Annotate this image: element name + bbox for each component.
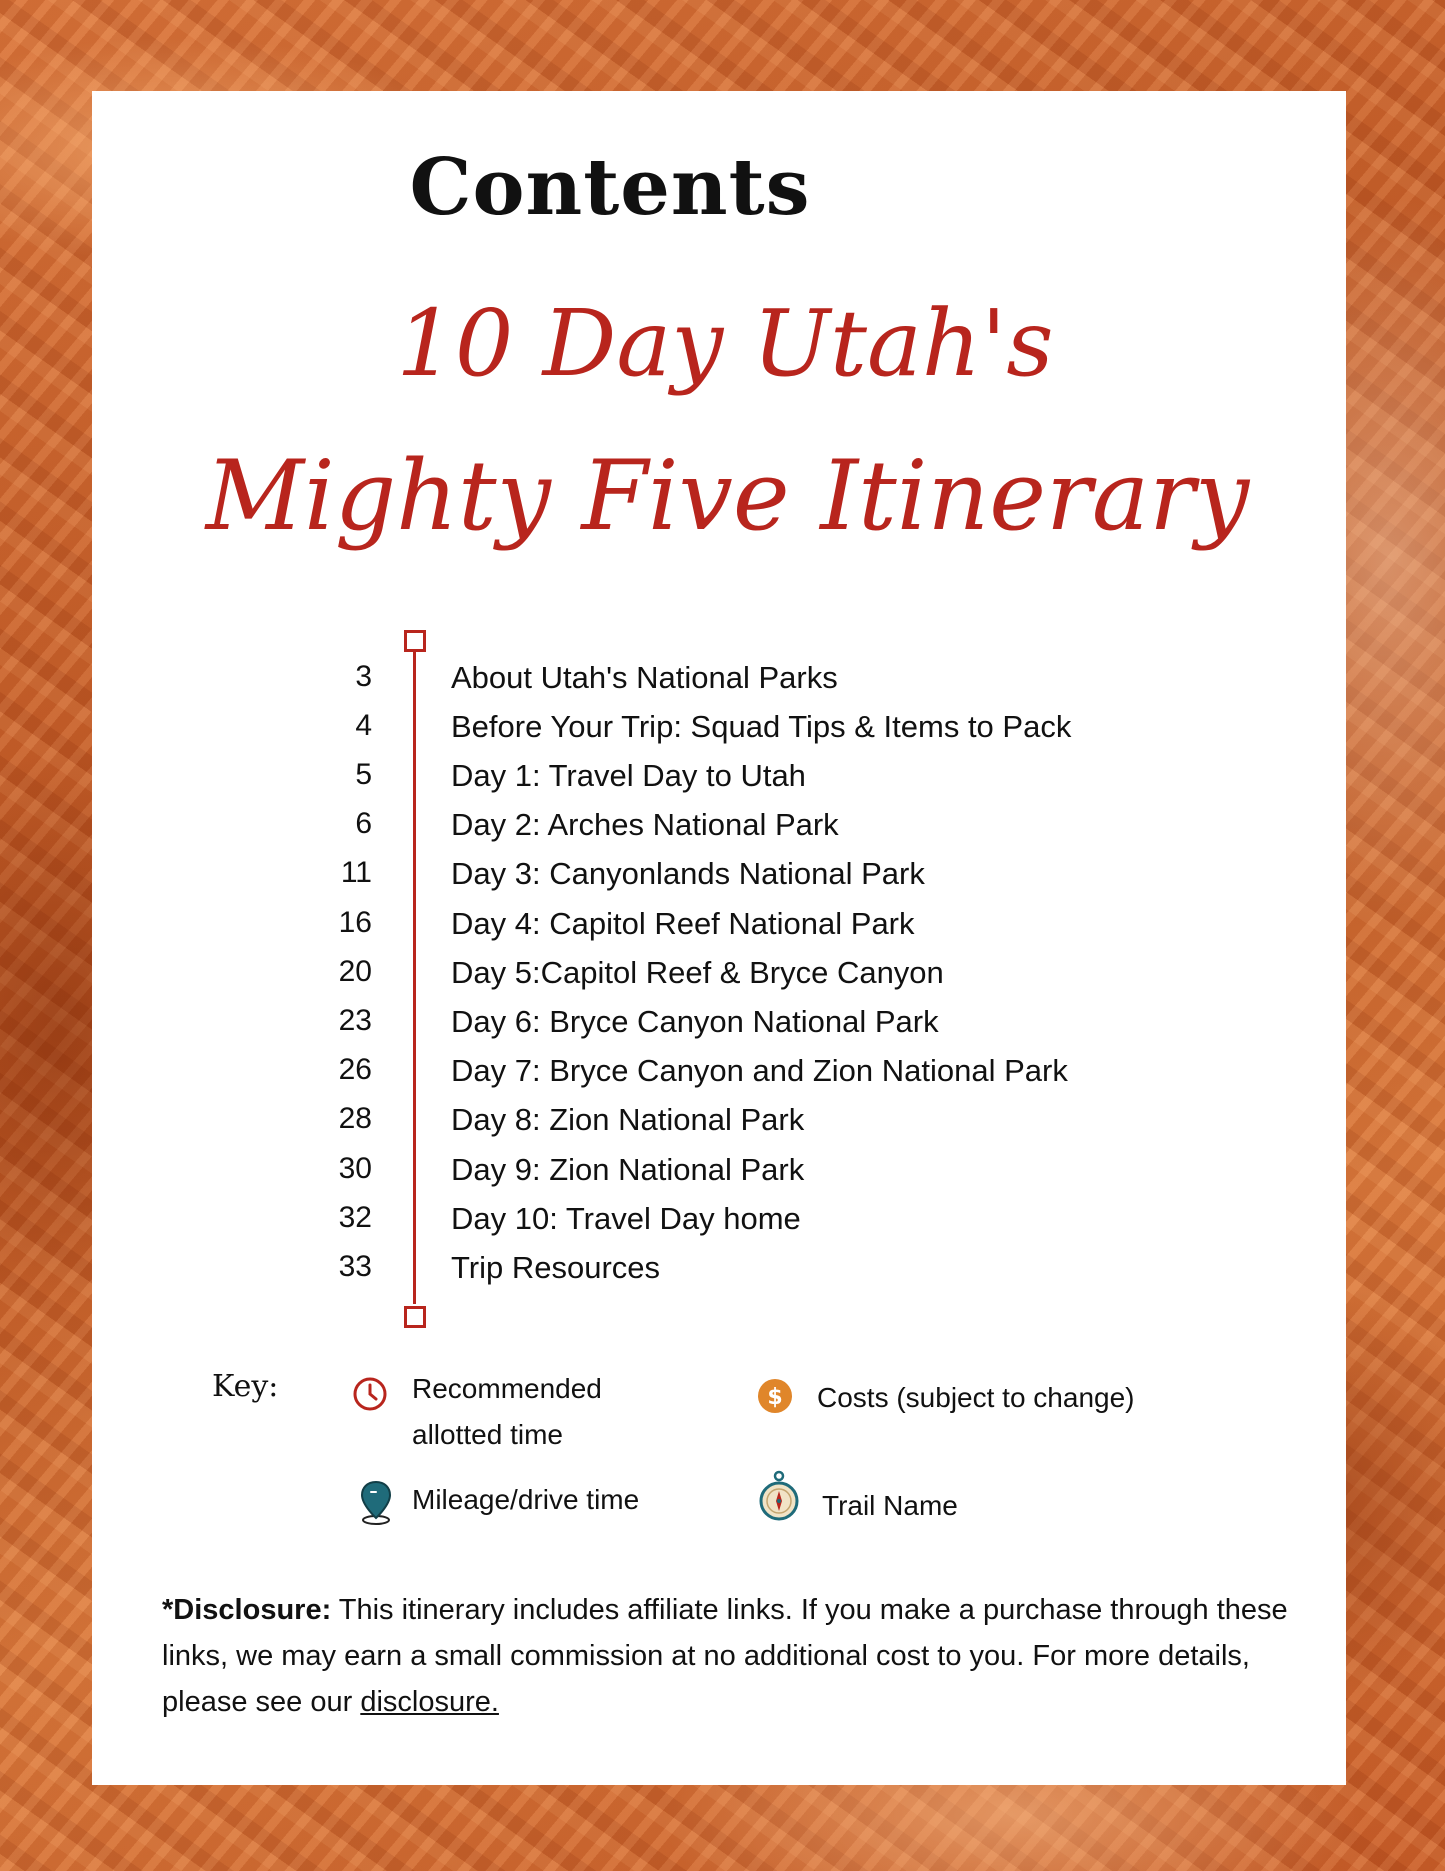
key-recommended-time: [412, 1366, 602, 1458]
timeline-end-marker: [404, 1306, 426, 1328]
toc-page-number: 26: [338, 1053, 372, 1086]
key-recommended-line1: Recommended: [412, 1373, 602, 1404]
key-costs: Costs (subject to change): [817, 1382, 1135, 1413]
disclosure-label: *Disclosure:: [162, 1594, 332, 1626]
toc-entry-title: Day 9: Zion National Park: [451, 1152, 805, 1187]
toc-entry-title: About Utah's National Parks: [451, 660, 838, 695]
toc-row[interactable]: [0, 709, 1445, 758]
toc-row[interactable]: [0, 807, 1445, 856]
disclosure-paragraph: [162, 1587, 1292, 1725]
toc-page-number: 28: [338, 1102, 372, 1135]
toc-page-number: 5: [355, 758, 372, 791]
toc-entry-title: Day 2: Arches National Park: [451, 807, 839, 842]
clock-icon: [351, 1375, 389, 1413]
key-label: Key:: [212, 1369, 279, 1404]
itinerary-title-line2: Mighty Five Itinerary: [205, 440, 1250, 552]
toc-entry-title: Day 4: Capitol Reef National Park: [451, 906, 915, 941]
toc-row[interactable]: [0, 1102, 1445, 1151]
toc-row[interactable]: [0, 906, 1445, 955]
toc-row[interactable]: [0, 1152, 1445, 1201]
toc-entry-title: Trip Resources: [451, 1250, 661, 1285]
toc-entry-title: Day 8: Zion National Park: [451, 1102, 805, 1137]
key-recommended-line2: allotted time: [412, 1419, 563, 1450]
toc-page-number: 32: [338, 1201, 372, 1234]
toc-entry-title: Before Your Trip: Squad Tips & Items to Pack: [451, 709, 1072, 744]
toc-row[interactable]: [0, 758, 1445, 807]
toc-page-number: 30: [338, 1152, 372, 1185]
key-trail-name: Trail Name: [822, 1490, 958, 1521]
toc-entry-title: Day 5:Capitol Reef & Bryce Canyon: [451, 955, 944, 990]
toc-entry-title: Day 6: Bryce Canyon National Park: [451, 1004, 939, 1039]
disclosure-link[interactable]: disclosure.: [360, 1686, 499, 1718]
toc-page-number: 16: [338, 906, 372, 939]
dollar-icon: [757, 1378, 793, 1414]
toc-row[interactable]: [0, 1201, 1445, 1250]
toc-page-number: 6: [355, 807, 372, 840]
toc-entry-title: Day 7: Bryce Canyon and Zion National Park: [451, 1053, 1068, 1088]
page-title: Contents: [409, 142, 811, 233]
toc-entry-title: Day 1: Travel Day to Utah: [451, 758, 806, 793]
toc-page-number: 20: [338, 955, 372, 988]
toc-page-number: 3: [355, 660, 372, 693]
timeline-start-marker: [404, 630, 426, 652]
toc-page-number: 11: [340, 856, 372, 889]
toc-row[interactable]: [0, 1250, 1445, 1299]
compass-icon: [758, 1470, 800, 1524]
map-pin-icon: [356, 1478, 396, 1526]
toc-page-number: 33: [338, 1250, 372, 1283]
toc-entry-title: Day 3: Canyonlands National Park: [451, 856, 925, 891]
toc-row[interactable]: [0, 856, 1445, 905]
toc-row[interactable]: [0, 1053, 1445, 1102]
cost-symbol: $: [767, 1385, 783, 1410]
key-mileage: Mileage/drive time: [412, 1484, 640, 1515]
toc-page-number: 4: [355, 709, 372, 742]
toc-row[interactable]: [0, 955, 1445, 1004]
toc-row[interactable]: [0, 1004, 1445, 1053]
itinerary-title-line1: 10 Day Utah's: [396, 290, 1054, 397]
toc-entry-title: Day 10: Travel Day home: [451, 1201, 801, 1236]
toc-page-number: 23: [338, 1004, 372, 1037]
toc-row[interactable]: [0, 660, 1445, 709]
disclosure-text: This itinerary includes affiliate links. If you make a purchase through these links, we may earn a small commission at no additional cost to you. For more details, please see our: [162, 1594, 1288, 1718]
